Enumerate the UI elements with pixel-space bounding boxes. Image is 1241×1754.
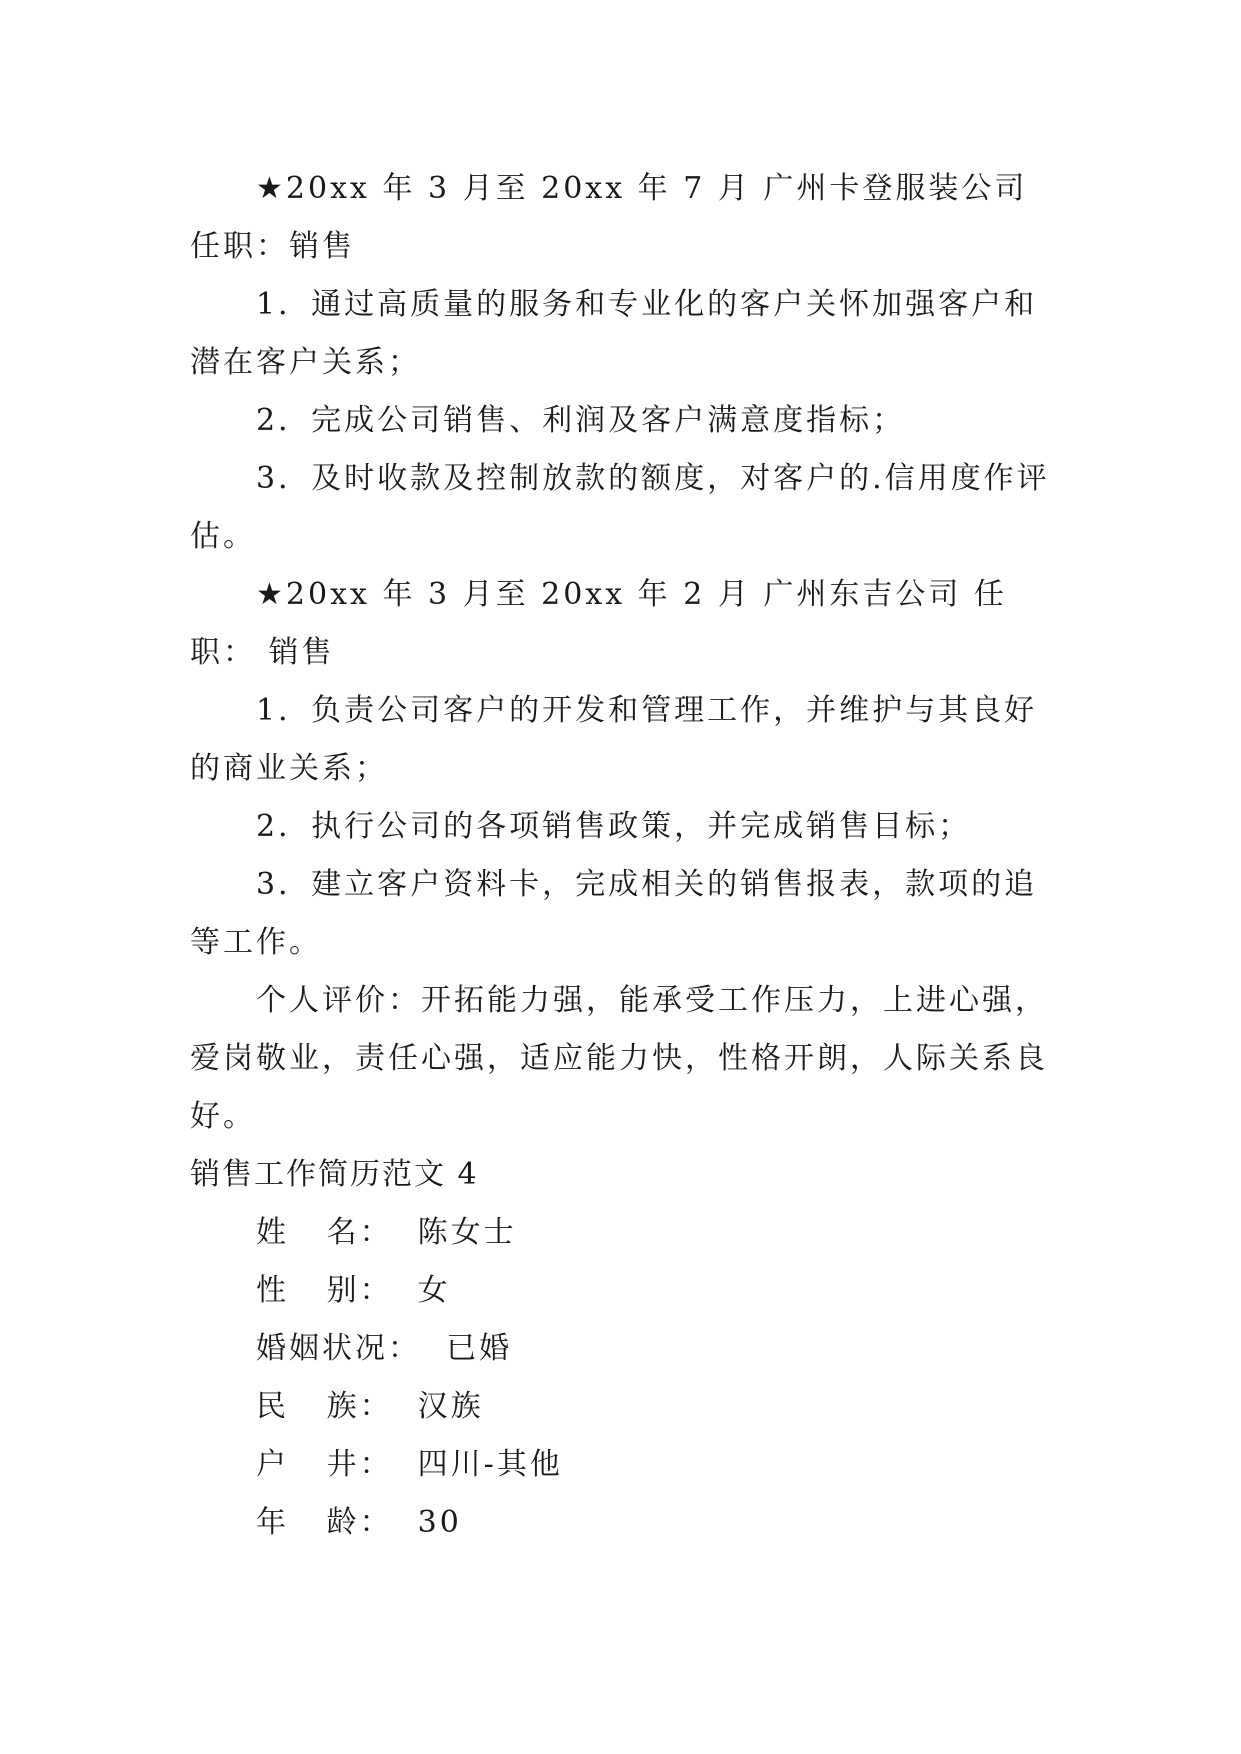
field-marital-status: 婚姻状况： 已婚	[256, 1331, 513, 1366]
job-entry-1-duty-2: 2．完成公司销售、利润及客户满意度指标；	[256, 403, 906, 438]
field-name: 姓 名： 陈女士	[256, 1215, 517, 1250]
section-heading: 销售工作简历范文 4	[190, 1157, 479, 1192]
document-body	[190, 160, 1050, 1552]
job-entry-2-duty-3: 3．建立客户资料卡，完成相关的销售报表，款项的追等工作。	[190, 867, 1038, 960]
job-entry-1-title: ★20xx 年 3 月至 20xx 年 7 月 广州卡登服装公司 任职：销售	[190, 171, 1028, 264]
job-entry-2-duty-1: 1．负责公司客户的开发和管理工作，并维护与其良好的商业关系；	[190, 693, 1038, 786]
job-entry-2-duty-2: 2．执行公司的各项销售政策，并完成销售目标；	[256, 809, 972, 844]
job-entry-2-title: ★20xx 年 3 月至 20xx 年 2 月 广州东吉公司 任职： 销售	[190, 577, 1007, 670]
job-entry-1-duty-3: 3．及时收款及控制放款的额度，对客户的.信用度作评估。	[190, 461, 1050, 554]
field-gender: 性 别： 女	[256, 1273, 451, 1308]
job-entry-1-duty-1: 1．通过高质量的服务和专业化的客户关怀加强客户和潜在客户关系；	[190, 287, 1038, 380]
self-evaluation: 个人评价：开拓能力强，能承受工作压力，上进心强，爱岗敬业，责任心强，适应能力快，性格开朗，人际关系良好。	[190, 983, 1048, 1134]
field-household-registration: 户 井： 四川-其他	[256, 1447, 563, 1482]
field-ethnicity: 民 族： 汉族	[256, 1389, 484, 1424]
field-age: 年 龄： 30	[256, 1505, 462, 1540]
